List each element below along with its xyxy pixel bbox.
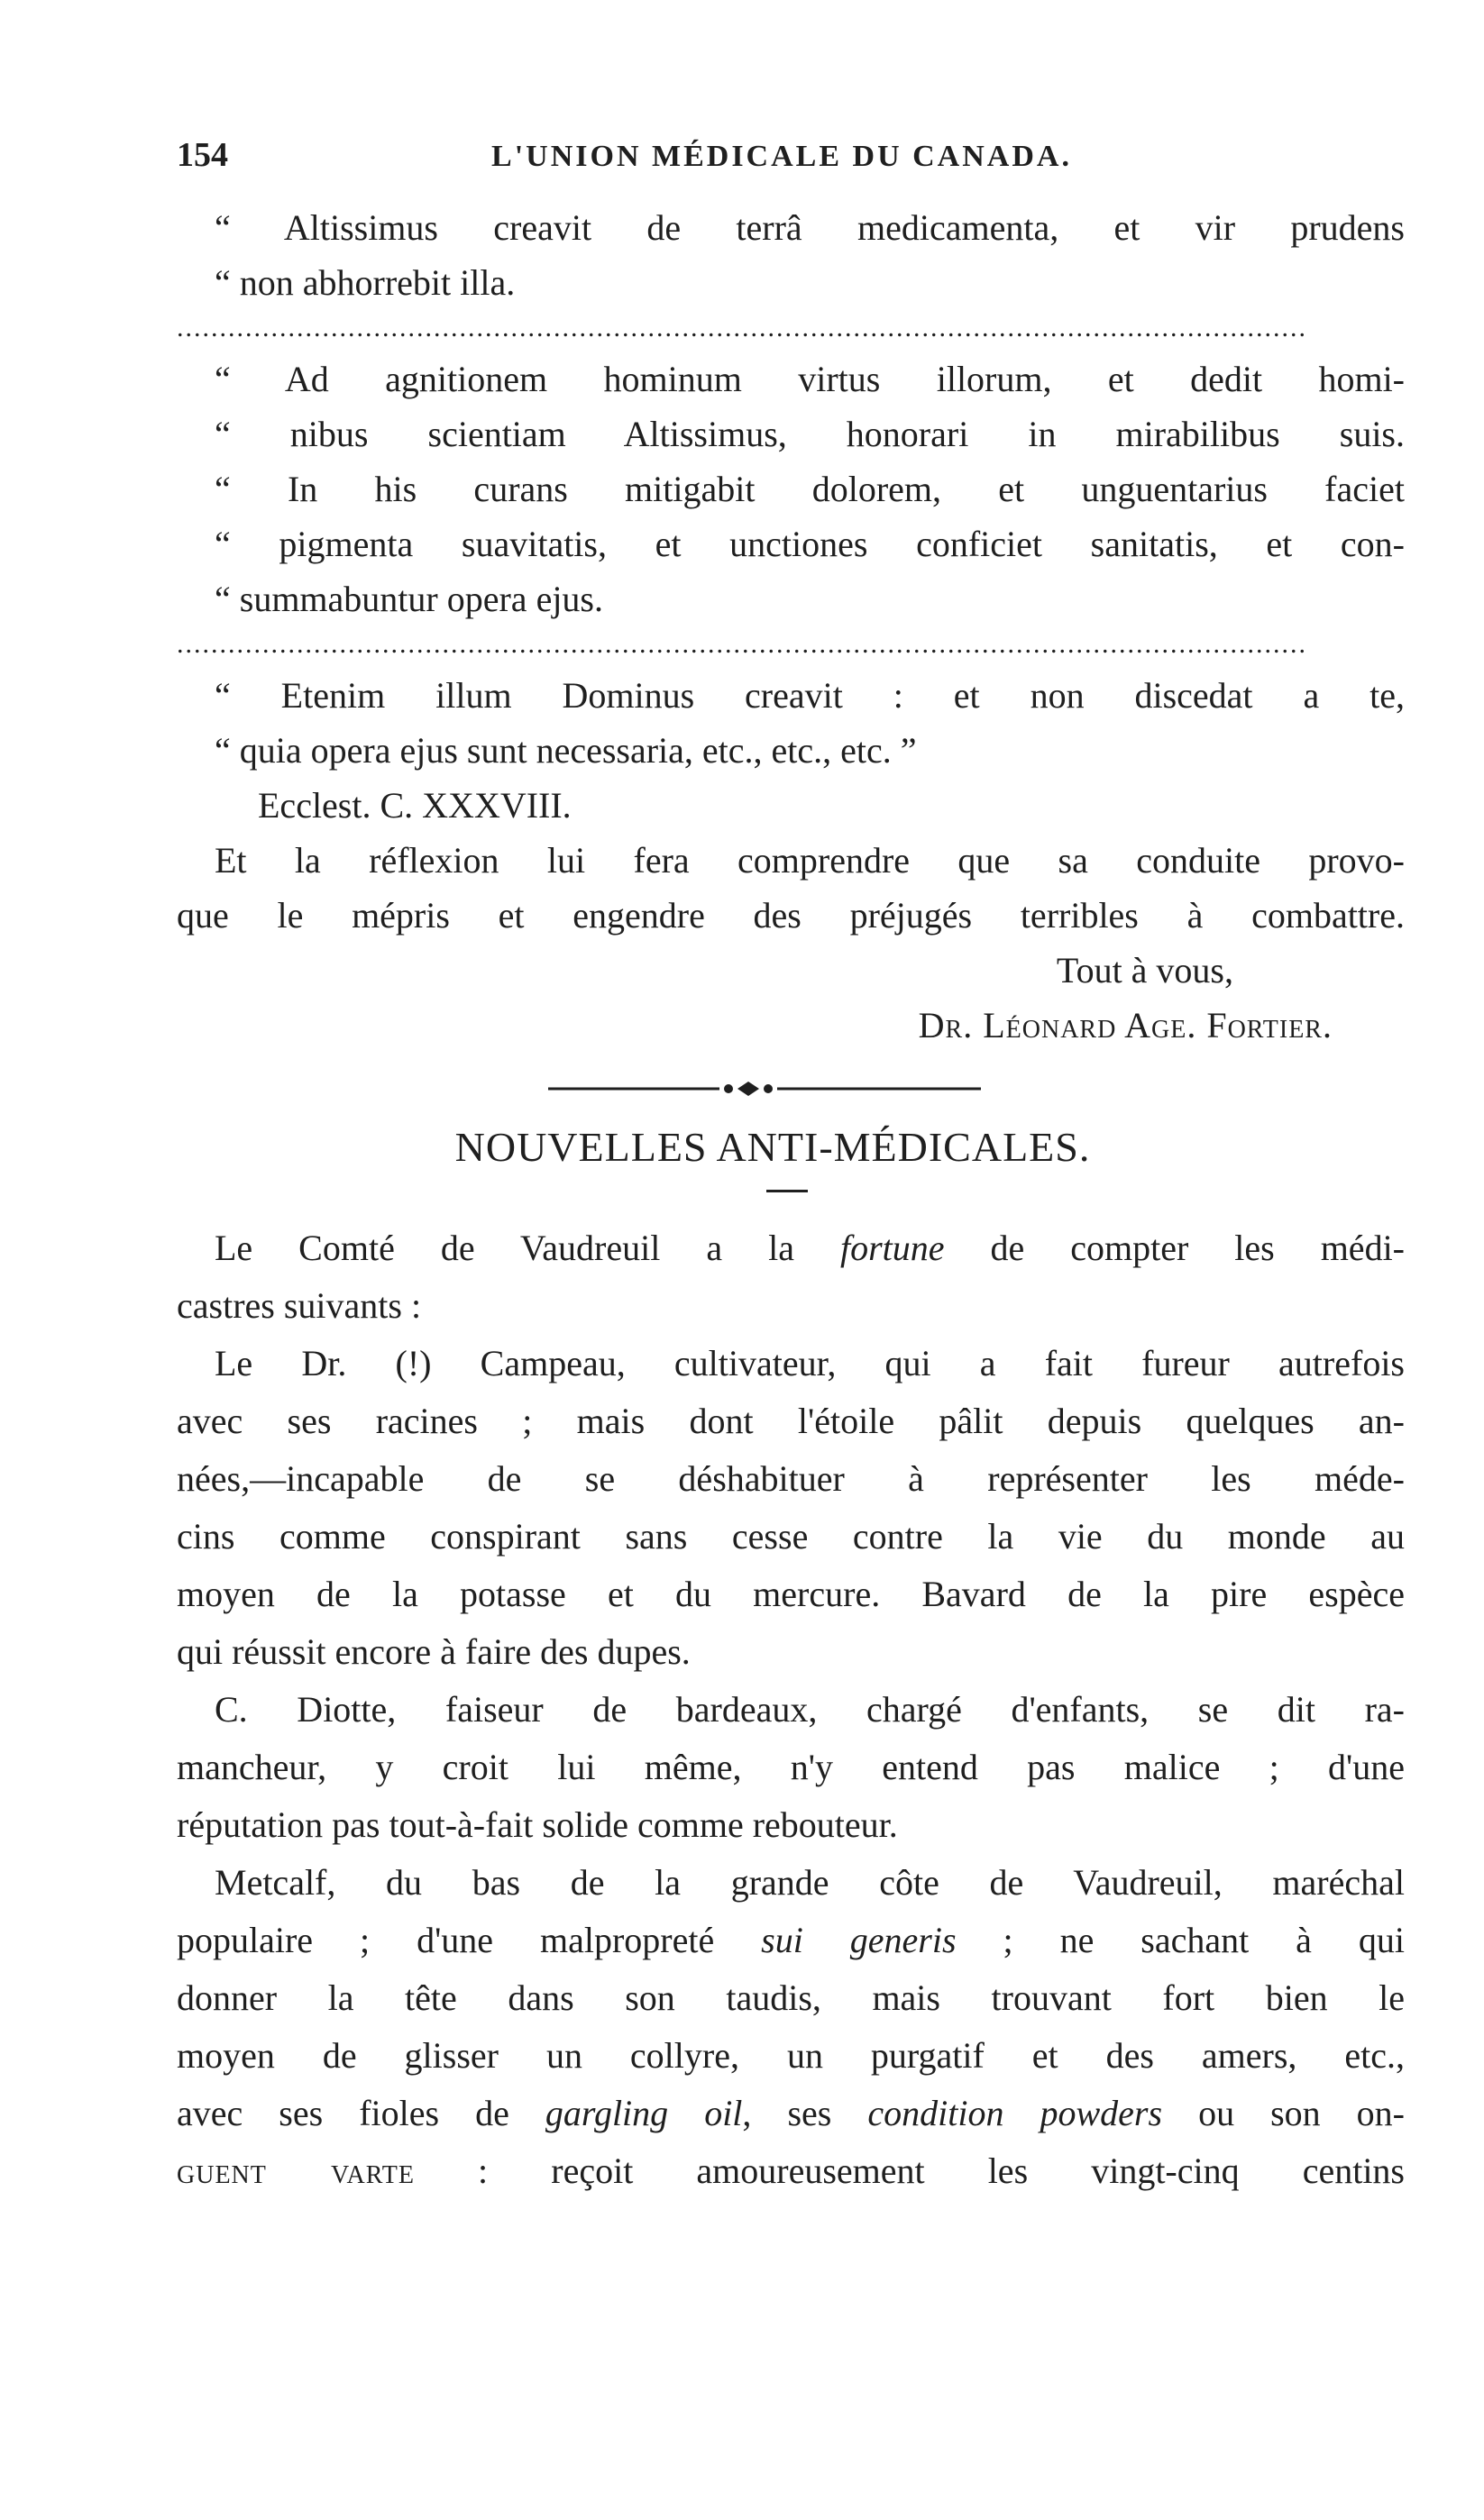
body-line: avec ses racines ; mais dont l'étoile pâlit depuis quelques an- — [177, 1401, 1405, 1441]
body-line: cins comme conspirant sans cesse contre la vie du monde au — [177, 1516, 1405, 1557]
emphasis: fortune — [839, 1228, 945, 1268]
body-line — [177, 1219, 1405, 1277]
body-line: qui réussit encore à faire des dupes. — [177, 1631, 691, 1672]
section-title: NOUVELLES ANTI-MÉDICALES. — [454, 1124, 1091, 1170]
body-line — [177, 2142, 1405, 2200]
title-rule — [766, 1190, 808, 1192]
body-line: Metcalf, du bas de la grande côte de Vaudreuil, maréchal — [215, 1862, 1405, 1903]
quote-line: “ Etenim illum Dominus creavit : et non discedat a te, — [215, 675, 1405, 716]
quote-line: “ In his curans mitigabit dolorem, et unguentarius faciet — [215, 469, 1405, 509]
dotted-separator: .................................................................................................................................... — [177, 313, 1307, 342]
quote-line: “ quia opera ejus sunt necessaria, etc., etc., etc. ” — [215, 730, 917, 771]
section-body — [177, 1219, 1405, 2200]
running-title: L'UNION MÉDICALE DU CANADA. — [491, 140, 1072, 173]
emphasis: condition powders — [867, 2093, 1163, 2133]
page-header — [177, 135, 1405, 189]
small-caps-text: guent varte — [177, 2150, 415, 2191]
quote-line: “ summabuntur opera ejus. — [215, 579, 603, 619]
quote-line: “ Altissimus creavit de terrâ medicamenta, et vir prudens — [215, 207, 1405, 248]
page-number: 154 — [177, 136, 228, 174]
text-run: Le Comté de Vaudreuil a la — [215, 1228, 840, 1268]
text-run: ; ne sachant à qui — [956, 1920, 1405, 1960]
body-line: que le mépris et engendre des préjugés terribles à combattre. — [177, 895, 1405, 936]
emphasis: gargling oil — [545, 2093, 743, 2133]
body-line: castres suivants : — [177, 1285, 422, 1326]
body-line: Et la réflexion lui fera comprendre que sa conduite provo- — [215, 840, 1405, 881]
body-line — [177, 2085, 1405, 2142]
text-run: , ses — [742, 2093, 868, 2133]
quote-line: “ Ad agnitionem hominum virtus illorum, et dedit homi- — [215, 359, 1405, 399]
body-line: nées,—incapable de se déshabituer à représenter les méde- — [177, 1458, 1405, 1499]
quote-line: “ nibus scientiam Altissimus, honorari in mirabilibus suis. — [215, 414, 1405, 454]
body-line: moyen de la potasse et du mercure. Bavard de la pire espèce — [177, 1574, 1405, 1614]
signature: Dr. Léonard Age. Fortier. — [918, 1005, 1333, 1045]
text-run: de compter les médi- — [944, 1228, 1405, 1268]
body-line: Le Dr. (!) Campeau, cultivateur, qui a fait fureur autrefois — [215, 1343, 1405, 1383]
reflection-paragraph — [177, 833, 1405, 943]
body-line — [177, 1912, 1405, 1969]
quote-line: “ non abhorrebit illa. — [215, 262, 516, 303]
quote-line: “ pigmenta suavitatis, et unctiones conficiet sanitatis, et con- — [215, 524, 1405, 564]
closing: Tout à vous, — [1056, 950, 1233, 991]
body-line: réputation pas tout-à-fait solide comme rebouteur. — [177, 1804, 898, 1845]
text-run: ou son on- — [1162, 2093, 1405, 2133]
citation: Ecclest. C. XXXVIII. — [258, 785, 572, 826]
body-line: C. Diotte, faiseur de bardeaux, chargé d'enfants, se dit ra- — [215, 1689, 1405, 1730]
emphasis: sui generis — [761, 1920, 957, 1960]
body-line: moyen de glisser un collyre, un purgatif et des amers, etc., — [177, 2035, 1405, 2076]
text-run: populaire ; d'une malpropreté — [177, 1920, 762, 1960]
dotted-separator: .................................................................................................................................... — [177, 629, 1307, 659]
text-run: : reçoit amoureusement les vingt-cinq centins — [414, 2150, 1405, 2191]
body-line: donner la tête dans son taudis, mais trouvant fort bien le — [177, 1977, 1405, 2018]
signoff — [177, 943, 1405, 1053]
book-page — [177, 135, 1405, 2200]
latin-quote — [177, 200, 1405, 833]
text-run: avec ses fioles de — [177, 2093, 545, 2133]
ornament-icon — [548, 1080, 981, 1098]
ornamental-rule — [177, 1064, 1405, 1118]
body-line: mancheur, y croit lui même, n'y entend pas malice ; d'une — [177, 1747, 1405, 1787]
